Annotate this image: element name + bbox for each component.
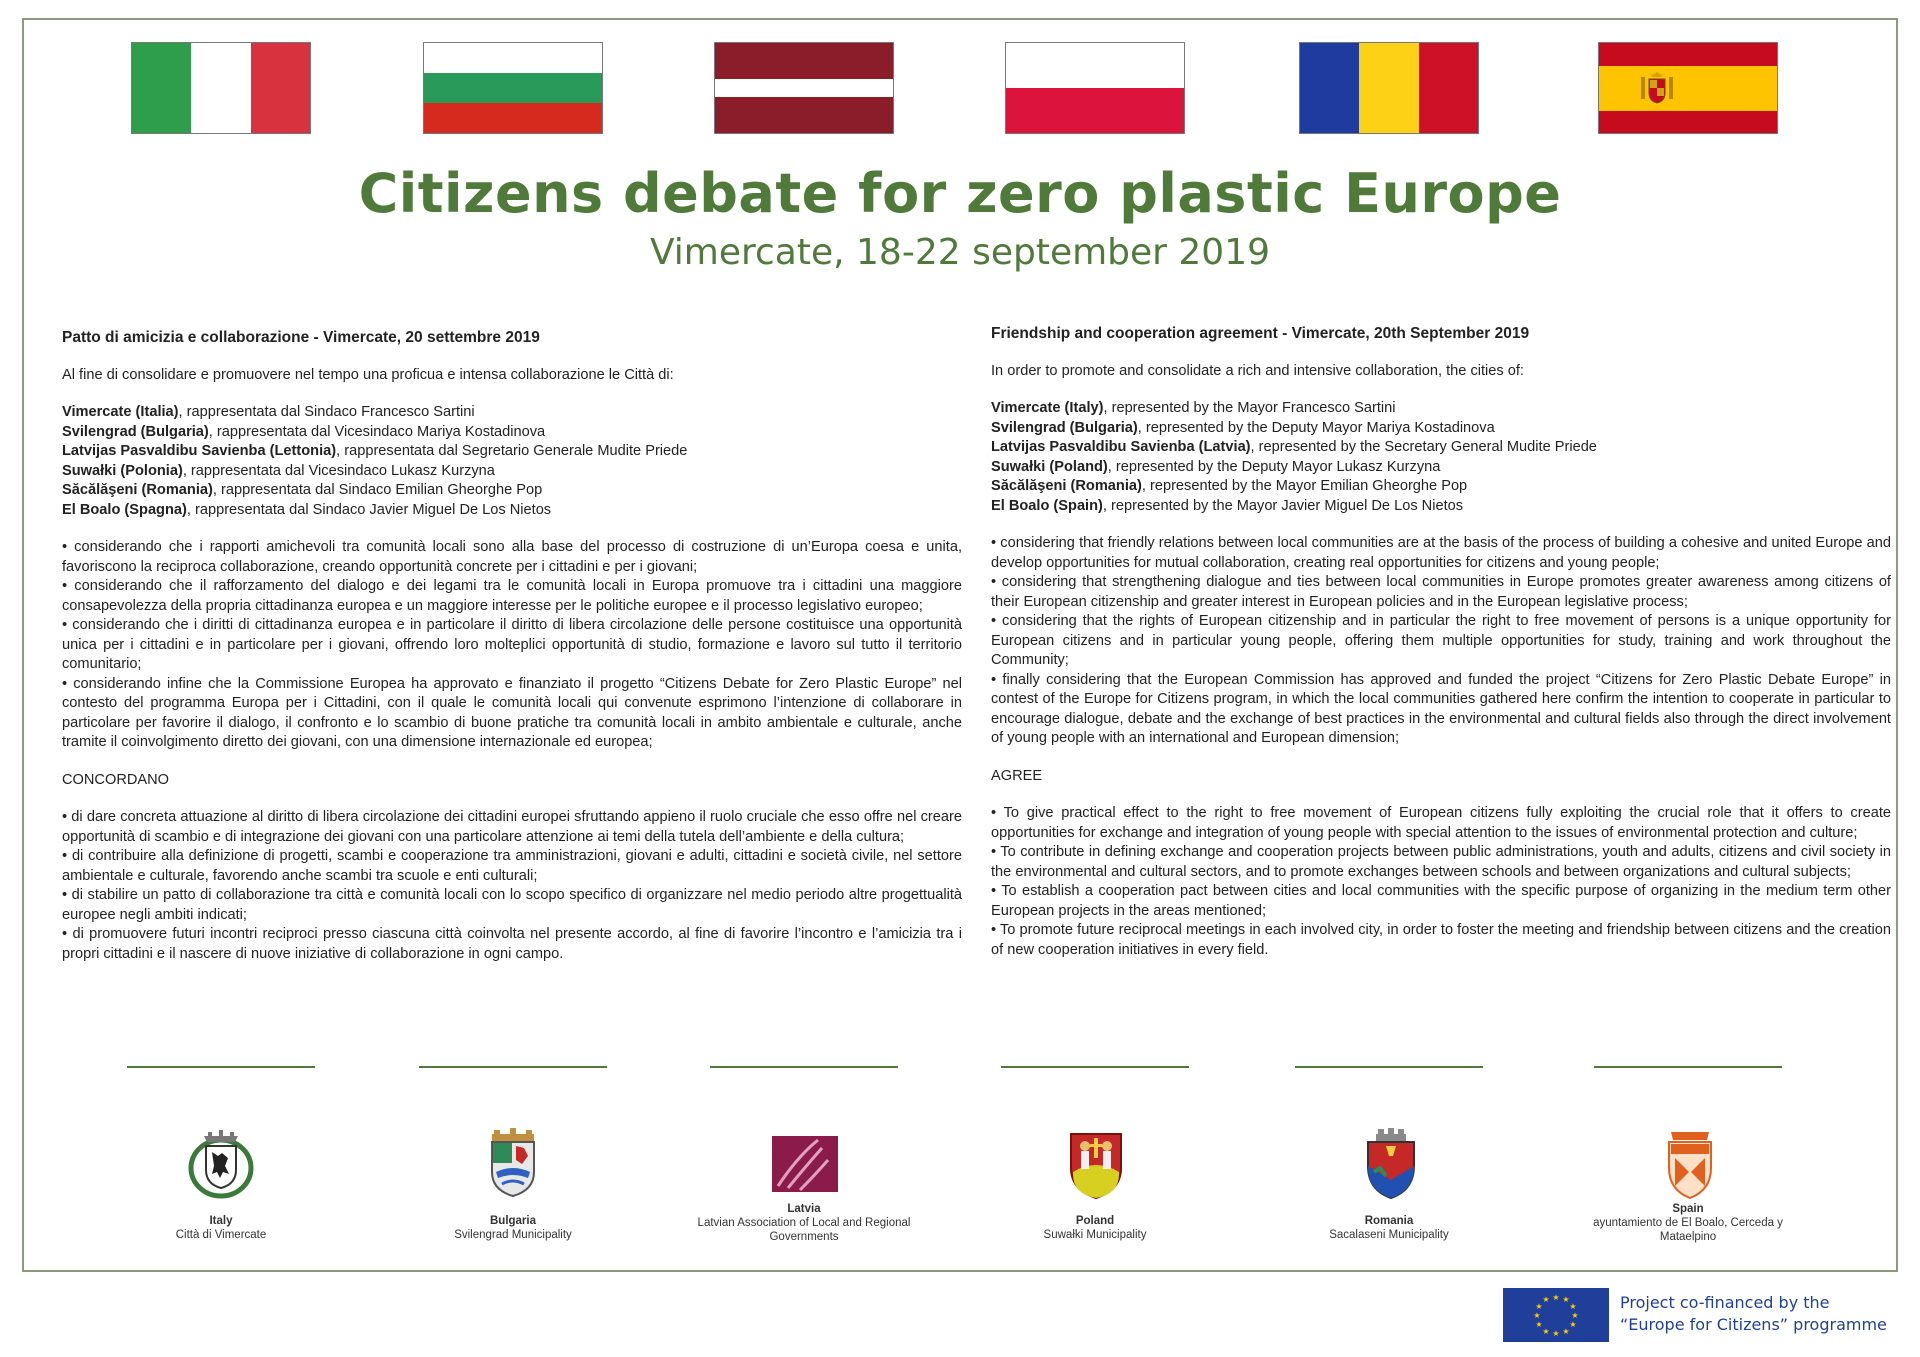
signatory-romania: Romania Sacalaseni Municipality [1329,1215,1449,1241]
signatory-spain: Spain ayuntamiento de El Boalo, Cerceda y Mataelpino [1593,1203,1783,1243]
romania-flag-icon [1299,42,1479,134]
svg-text:★: ★ [1562,1295,1570,1304]
list-item: Latvijas Pasvaldibu Savienba (Lettonia), rappresentata dal Segretario Generale Mudite Priede [62,443,688,459]
list-item: El Boalo (Spain), represented by the Mayor Javier Miguel De Los Nietos [991,497,1464,514]
svg-text:★: ★ [1542,1327,1550,1336]
list-item: • considering that strengthening dialogue and ties between local communities in Europe promotes greater awareness among citizens of their European citizenship and greater interest in European policies and in the European legislative process; [991,574,1891,610]
list-item: El Boalo (Spagna), rappresentata dal Sindaco Javier Miguel De Los Nietos [62,501,552,518]
svg-text:★: ★ [1552,1293,1560,1302]
list-item: • considerando che i rapporti amichevoli tra comunità locali sono alla base del processo di costruzione di un’Europa coesa e unita, favoriscono la reciproca collaborazione, creando opportunità concrete per i cittadini e per i giovani; [62,539,962,575]
italian-agree-heading: CONCORDANO [62,771,170,788]
list-item: • considering that the rights of European citizenship and in particular the right to free movement of persons is a unique opportunity for European citizens and in particular young people, offering them multiple opportunities for study, training and work throughout the Community; [991,613,1891,668]
english-considerations [991,534,1891,749]
svg-text:★: ★ [1535,1302,1543,1311]
list-item: • considering that friendly relations between local communities are at the basis of the process of building a cohesive and united Europe and develop opportunities for mutual collaboration, creating real opportunities for citizens and young people; [991,535,1891,571]
svg-text:★: ★ [1562,1327,1570,1336]
list-item: • finally considering that the European Commission has approved and funded the project “Citizens for Zero Plastic Debate Europe” in contest of the Europe for Citizens program, in which the local communities gathered here confirm the intention to cooperate in particular to encourage dialogue, debate and the exchange of best practices in the environmental and cultural fields also through the direct involvement of young people with an international and European dimension; [991,671,1891,746]
svg-text:★: ★ [1552,1329,1560,1338]
signatory-latvia: Latvia Latvian Association of Local and Regional Governments [697,1203,911,1243]
italian-considerations [62,538,962,753]
list-item: • To give practical effect to the right to free movement of European citizens fully exploiting the crucial role that it offers to create opportunities for exchange and integration of young people with special attention to the issues of environmental protection and culture; [991,805,1891,841]
italian-agreement [62,328,962,982]
english-agreement [991,324,1891,978]
signature-line-romania [1295,1066,1483,1068]
list-item: Săcălăşeni (Romania), represented by the Mayor Emilian Gheorghe Pop [991,478,1468,494]
spain-flag-icon [1598,42,1778,134]
signatory-italy: Italy Città di Vimercate [175,1215,267,1241]
page-title: Citizens debate for zero plastic Europe [358,162,1562,225]
list-item: • di dare concreta attuazione al diritto di libera circolazione dei cittadini europei sfruttando appieno il ruolo cruciale che esso offre nel creare opportunità di scambio e di integrazione dei giovani con una particolare attenzione ai temi della tutela dell’ambiente e della cultura; [62,809,962,845]
svg-text:★: ★ [1571,1311,1579,1320]
list-item: Vimercate (Italy), represented by the Mayor Francesco Sartini [991,400,1396,416]
cofinance-note: Project co-financed by the “Europe for Citizens” programme [1620,1293,1887,1334]
english-agreement-title: Friendship and cooperation agreement - Vimercate, 20th September 2019 [991,325,1530,342]
page-subtitle: Vimercate, 18-22 september 2019 [649,232,1271,273]
italian-intro: Al fine di consolidare e promuovere nel tempo una proficua e intensa collaborazione le Città di: [62,366,674,383]
svg-text:★: ★ [1569,1302,1577,1311]
english-agree-heading: AGREE [991,767,1043,784]
vimercate-coat-of-arms-icon [186,1128,256,1200]
list-item: • To contribute in defining exchange and cooperation projects between public administrations, youth and adults, citizens and civil society in the environmental and cultural sectors, and to promote exchanges between schools and between organizations and cultural subjects; [991,844,1891,880]
signature-line-poland [1001,1066,1189,1068]
list-item: • considerando che i diritti di cittadinanza europea e in particolare il diritto di libera circolazione delle persone costituisce una opportunità unica per i cittadini e in particolare per i giovani, offrendo loro molteplici opportunità di studio, formazione e lavoro sul tutto il territorio comunitario; [62,617,962,672]
italy-flag-icon [131,42,311,134]
list-item: • di promuovere futuri incontri reciproci presso ciascuna città coinvolta nel presente accordo, al fine di favorire l’incontro e l’amicizia tra i propri cittadini e il nascere di nuove iniziative di collaborazione in ogni campo. [62,926,962,962]
list-item: Svilengrad (Bulgaria), represented by the Deputy Mayor Mariya Kostadinova [991,419,1495,436]
list-item: Latvijas Pasvaldibu Savienba (Latvia), represented by the Secretary General Mudite Priede [991,439,1597,455]
list-item: • di stabilire un patto di collaborazione tra città e comunità locali con lo scopo specifico di organizzare nel medio periodo altre progettualità europee negli ambiti indicati; [62,887,962,923]
signature-line-spain [1594,1066,1782,1068]
sacalaseni-coat-of-arms-icon [1356,1128,1426,1200]
list-item: Suwałki (Poland), represented by the Deputy Mayor Lukasz Kurzyna [991,458,1441,475]
spain-coat-of-arms-icon [1637,69,1677,109]
italian-agreements [62,808,962,964]
english-agreements [991,804,1891,960]
latvia-flag-icon [714,42,894,134]
svg-text:★: ★ [1542,1295,1550,1304]
suwalki-coat-of-arms-icon [1061,1128,1131,1200]
list-item: • di contribuire alla definizione di progetti, scambi e cooperazione tra amministrazioni, giovani e adulti, cittadini e società civile, nel settore ambientale e culturale, favorendo anche scambi tra scuole e enti culturali; [62,848,962,884]
signature-line-latvia [710,1066,898,1068]
english-city-list [991,399,1891,516]
eu-flag-icon [1503,1288,1609,1342]
signature-line-bulgaria [419,1066,607,1068]
list-item: Vimercate (Italia), rappresentata dal Sindaco Francesco Sartini [62,404,475,420]
list-item: Suwałki (Polonia), rappresentata dal Vicesindaco Lukasz Kurzyna [62,462,495,479]
svg-text:★: ★ [1533,1311,1541,1320]
svilengrad-coat-of-arms-icon [478,1128,548,1200]
signatory-bulgaria: Bulgaria Svilengrad Municipality [454,1215,572,1241]
latvian-association-logo-icon [770,1128,840,1200]
italian-city-list [62,403,962,520]
el-boalo-coat-of-arms-icon [1655,1128,1725,1200]
list-item: • considerando infine che la Commissione Europea ha approvato e finanziato il progetto “Citizens Debate for Zero Plastic Europe” nel contesto del programma Europa per i Cittadini, con il quale le comunità locali qui convenute esprimono l’intenzione di collaborare in particolare per favorire il dialogo, il confronto e lo scambio di buone pratiche tra comunità locali in ambito ambientale e culturale, anche tramite il coinvolgimento diretto dei giovani, con una dimensione internazionale ed europea; [62,675,962,750]
english-intro: In order to promote and consolidate a rich and intensive collaboration, the cities of: [991,362,1524,379]
list-item: • considerando che il rafforzamento del dialogo e dei legami tra le comunità locali in Europa promuove tra i cittadini una maggiore consapevolezza della propria cittadinanza europea e un maggiore interesse per le politiche europee e il processo legislativo europeo; [62,578,962,614]
list-item: Săcălăşeni (Romania), rappresentata dal Sindaco Emilian Gheorghe Pop [62,482,543,498]
bulgaria-flag-icon [423,42,603,134]
list-item: Svilengrad (Bulgaria), rappresentata dal Vicesindaco Mariya Kostadinova [62,423,546,440]
list-item: • To establish a cooperation pact between cities and local communities with the specific purpose of organizing in the medium term other European projects in the areas mentioned; [991,883,1891,919]
svg-text:★: ★ [1535,1320,1543,1329]
list-item: • To promote future reciprocal meetings in each involved city, in order to foster the meeting and friendship between citizens and the creation of new cooperation initiatives in every field. [991,922,1891,958]
signature-line-italy [127,1066,315,1068]
poland-flag-icon [1005,42,1185,134]
svg-text:★: ★ [1569,1320,1577,1329]
italian-agreement-title: Patto di amicizia e collaborazione - Vimercate, 20 settembre 2019 [62,329,540,346]
signatory-poland: Poland Suwałki Municipality [1043,1215,1147,1241]
